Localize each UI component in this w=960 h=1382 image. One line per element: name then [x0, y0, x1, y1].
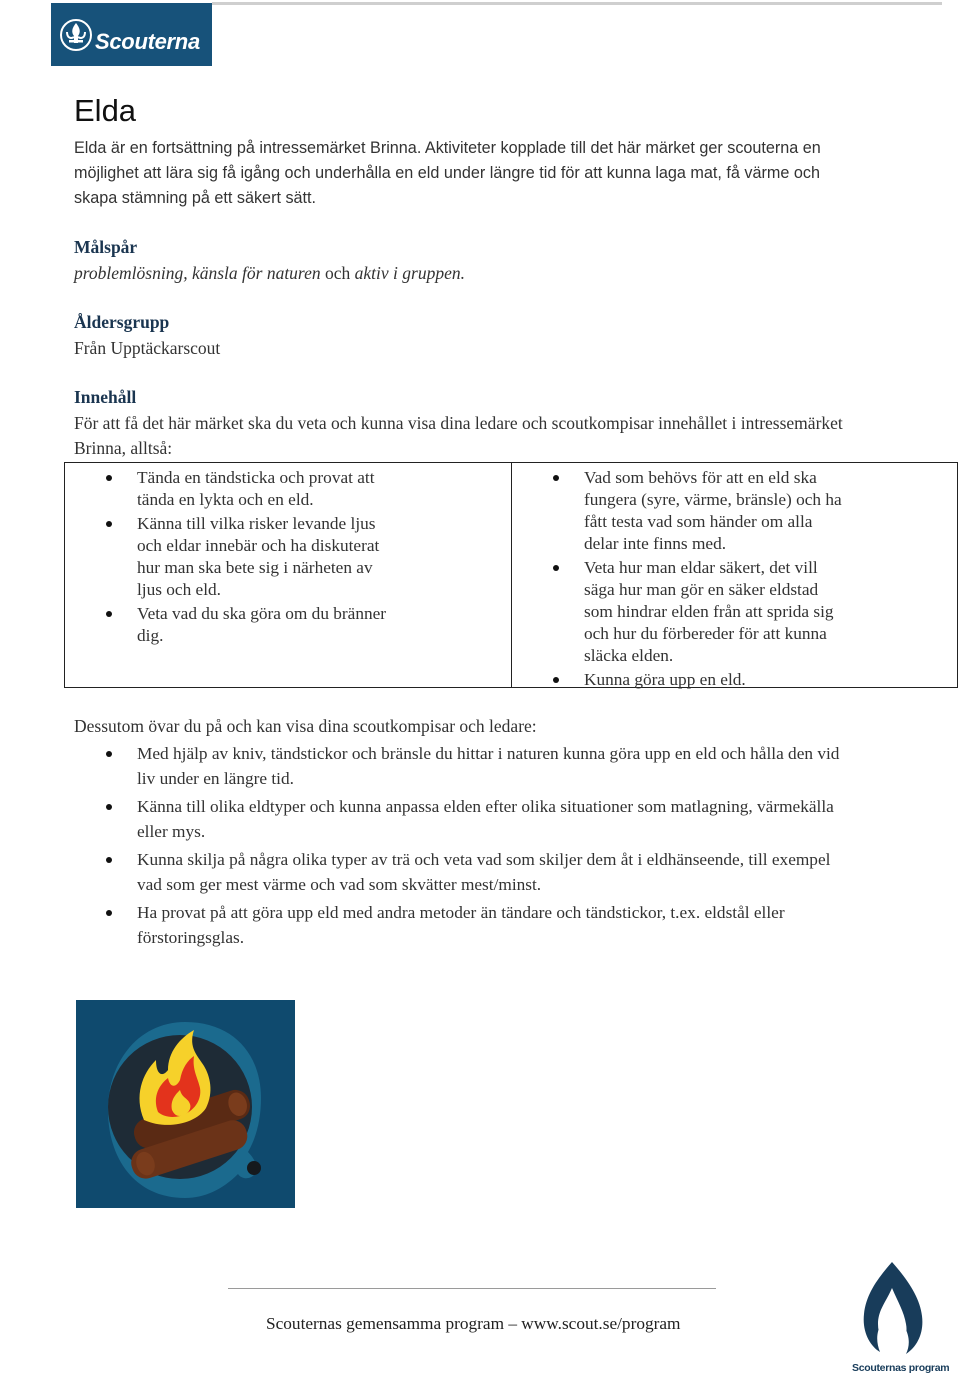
- scouterna-logo: [51, 3, 212, 66]
- bullet-icon: [106, 751, 112, 757]
- page-title: Elda: [74, 93, 137, 128]
- list-item: Veta hur man eldar säkert, det vill säga hur man gör en säker eldstad som hindrar elden från att sprida sig och hur du förbereder för att kunna släcka elden.: [512, 557, 850, 667]
- innehall-heading: Innehåll: [74, 387, 137, 407]
- malspar-connector: och: [320, 263, 355, 283]
- logo-wordmark: Scouterna: [95, 28, 200, 54]
- elda-badge-image: [76, 1000, 295, 1208]
- list-item: Kunna göra upp en eld.: [512, 669, 850, 691]
- bullet-icon: [106, 521, 112, 527]
- header-rule: [212, 2, 942, 5]
- malspar-item-2: aktiv i gruppen.: [354, 263, 465, 283]
- malspar-item-1: problemlösning, känsla för naturen: [74, 263, 321, 283]
- bullet-icon: [106, 475, 112, 481]
- dessutom-text: Dessutom övar du på och kan visa dina scoutkompisar och ledare:: [74, 716, 537, 736]
- footer-rule: [228, 1288, 716, 1289]
- malspar-text: [74, 261, 465, 286]
- footer-text: Scouternas gemensamma program – www.scout.se/program: [266, 1314, 681, 1333]
- flame-logo-icon: [848, 1258, 934, 1358]
- list-item: Kunna skilja på några olika typer av trä och veta vad som skiljer dem åt i eldhänseende, till exempel vad som ger mest värme och vad som skvätter mest/minst.: [74, 847, 857, 897]
- list-item: Känna till vilka risker levande ljus och eldar innebär och ha diskuterat hur man ska bete sig i närheten av ljus och eld.: [65, 513, 399, 601]
- program-logo-label: Scouternas program: [852, 1362, 950, 1374]
- bullet-icon: [106, 611, 112, 617]
- list-item: Ha provat på att göra upp eld med andra metoder än tändare och tändstickor, t.ex. eldstål eller förstoringsglas.: [74, 900, 857, 950]
- content-column-right: [511, 463, 957, 687]
- list-item: Vad som behövs för att en eld ska fungera (syre, värme, bränsle) och ha fått testa vad som händer om alla delar inte finns med.: [512, 467, 850, 555]
- list-item: Med hjälp av kniv, tändstickor och bränsle du hittar i naturen kunna göra upp en eld och hålla den vid liv under en längre tid.: [74, 741, 857, 791]
- fleur-de-lis-icon: [59, 18, 93, 52]
- bullet-icon: [106, 857, 112, 863]
- list-item: Känna till olika eldtyper och kunna anpassa elden efter olika situationer som matlagning, värmekälla eller mys.: [74, 794, 857, 844]
- bullet-icon: [106, 804, 112, 810]
- content-column-left: [65, 463, 511, 687]
- bullet-icon: [553, 677, 559, 683]
- aldersgrupp-value: Från Upptäckarscout: [74, 338, 221, 358]
- aldersgrupp-heading: Åldersgrupp: [74, 312, 170, 332]
- intro-text: Elda är en fortsättning på intressemärket Brinna. Aktiviteter kopplade till det här märket ger scouterna en möjlighet att lära sig få igång och underhålla en eld under längre tid för att kunna laga mat, få värme och skapa stämning på ett säkert sätt.: [74, 139, 821, 207]
- bullet-icon: [553, 475, 559, 481]
- bullet-icon: [106, 910, 112, 916]
- list-item: Veta vad du ska göra om du bränner dig.: [65, 603, 399, 647]
- content-table: [64, 462, 958, 688]
- dessutom-list: [74, 741, 874, 953]
- scouternas-program-logo: [848, 1258, 950, 1378]
- list-item: Tända en tändsticka och provat att tända en lykta och en eld.: [65, 467, 399, 511]
- innehall-text: För att få det här märket ska du veta och kunna visa dina ledare och scoutkompisar innehållet i intressemärket Brinna, alltså:: [74, 413, 843, 458]
- bullet-icon: [553, 565, 559, 571]
- malspar-heading: Målspår: [74, 237, 138, 257]
